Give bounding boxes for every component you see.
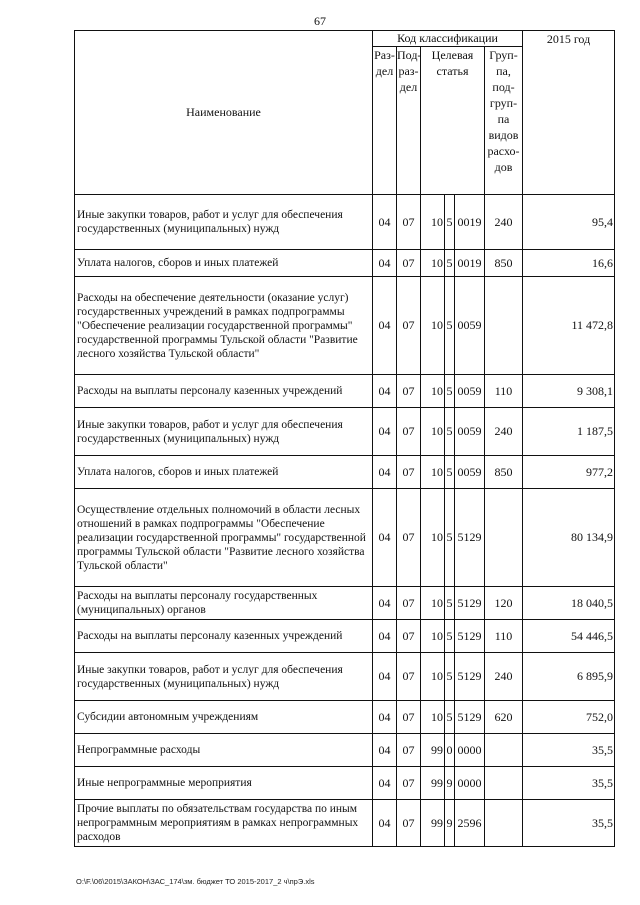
razdel-cell: 04 [373,767,397,800]
razdel-cell: 04 [373,456,397,489]
razdel-cell: 04 [373,250,397,277]
amount-cell: 95,4 [523,195,615,250]
podrazdel-cell: 07 [397,456,421,489]
row-name: Расходы на обеспечение деятельности (оказание услуг) государственных учреждений в рамках подпрограммы "Обеспечение реализации государственной программы" государственной программы Тульской области "Развитие лесного хозяйства Тульской области" [75,277,373,375]
expense-group-cell: 240 [485,408,523,456]
razdel-cell: 04 [373,620,397,653]
expense-group-cell [485,489,523,587]
amount-cell: 80 134,9 [523,489,615,587]
target-code-cell: 5129 [455,620,485,653]
header-year: 2015 год [523,31,615,195]
table-row [75,250,615,277]
target-code-cell: 5129 [455,587,485,620]
razdel-cell: 04 [373,587,397,620]
target-subprogram-cell: 0 [445,734,455,767]
razdel-cell: 04 [373,653,397,701]
podrazdel-cell: 07 [397,734,421,767]
podrazdel-cell: 07 [397,701,421,734]
target-program-cell: 10 [421,653,445,701]
razdel-cell: 04 [373,701,397,734]
table-row [75,800,615,847]
header-razdel: Раз- дел [373,47,397,195]
amount-cell: 6 895,9 [523,653,615,701]
podrazdel-cell: 07 [397,767,421,800]
target-program-cell: 10 [421,587,445,620]
table-row [75,195,615,250]
amount-cell: 11 472,8 [523,277,615,375]
target-program-cell: 10 [421,250,445,277]
expense-group-cell: 110 [485,375,523,408]
table-row [75,277,615,375]
header-podrazdel: Под- раз- дел [397,47,421,195]
podrazdel-cell: 07 [397,800,421,847]
row-name: Уплата налогов, сборов и иных платежей [75,250,373,277]
amount-cell: 35,5 [523,734,615,767]
target-program-cell: 99 [421,800,445,847]
table-row [75,734,615,767]
podrazdel-cell: 07 [397,250,421,277]
row-name: Непрограммные расходы [75,734,373,767]
expense-group-cell [485,800,523,847]
expense-group-cell: 620 [485,701,523,734]
table-row [75,489,615,587]
razdel-cell: 04 [373,195,397,250]
target-subprogram-cell: 9 [445,767,455,800]
target-program-cell: 99 [421,767,445,800]
row-name: Расходы на выплаты персоналу казенных учреждений [75,620,373,653]
target-code-cell: 0000 [455,734,485,767]
razdel-cell: 04 [373,734,397,767]
target-program-cell: 10 [421,620,445,653]
header-expense-group: Груп- па, под- груп- па видов расхо- дов [485,47,523,195]
target-code-cell: 0059 [455,456,485,489]
budget-table [74,30,615,847]
podrazdel-cell: 07 [397,620,421,653]
target-subprogram-cell: 5 [445,408,455,456]
razdel-cell: 04 [373,375,397,408]
target-code-cell: 0000 [455,767,485,800]
target-subprogram-cell: 5 [445,701,455,734]
target-program-cell: 10 [421,375,445,408]
expense-group-cell: 240 [485,653,523,701]
expense-group-cell [485,767,523,800]
header-target-article: Целевая статья [421,47,485,195]
table-row [75,408,615,456]
target-program-cell: 10 [421,701,445,734]
row-name: Иные закупки товаров, работ и услуг для обеспечения государственных (муниципальных) нужд [75,408,373,456]
target-subprogram-cell: 5 [445,456,455,489]
razdel-cell: 04 [373,408,397,456]
target-subprogram-cell: 5 [445,250,455,277]
razdel-cell: 04 [373,800,397,847]
podrazdel-cell: 07 [397,408,421,456]
target-program-cell: 10 [421,277,445,375]
row-name: Осуществление отдельных полномочий в области лесных отношений в рамках подпрограммы "Обеспечение реализации государственной программы" государственной программы Тульской области "Развитие лесного хозяйства Тульской области" [75,489,373,587]
target-code-cell: 2596 [455,800,485,847]
target-code-cell: 0019 [455,195,485,250]
podrazdel-cell: 07 [397,375,421,408]
target-program-cell: 10 [421,195,445,250]
podrazdel-cell: 07 [397,195,421,250]
target-program-cell: 10 [421,456,445,489]
expense-group-cell: 120 [485,587,523,620]
amount-cell: 35,5 [523,800,615,847]
amount-cell: 977,2 [523,456,615,489]
target-code-cell: 0059 [455,277,485,375]
table-row [75,375,615,408]
row-name: Уплата налогов, сборов и иных платежей [75,456,373,489]
target-program-cell: 10 [421,408,445,456]
target-subprogram-cell: 5 [445,653,455,701]
target-code-cell: 5129 [455,701,485,734]
target-subprogram-cell: 5 [445,587,455,620]
target-subprogram-cell: 9 [445,800,455,847]
target-subprogram-cell: 5 [445,277,455,375]
podrazdel-cell: 07 [397,653,421,701]
expense-group-cell: 110 [485,620,523,653]
table-row [75,587,615,620]
expense-group-cell: 850 [485,250,523,277]
file-path-footer: O:\F.\06\2015\ЗАКОН\ЗАС_174\зм. бюджет ТО 2015-2017_2 ч\прЭ.xls [76,877,315,886]
target-code-cell: 0019 [455,250,485,277]
razdel-cell: 04 [373,489,397,587]
target-subprogram-cell: 5 [445,375,455,408]
row-name: Расходы на выплаты персоналу казенных учреждений [75,375,373,408]
table-row [75,767,615,800]
table-row [75,456,615,489]
razdel-cell: 04 [373,277,397,375]
target-code-cell: 0059 [455,375,485,408]
row-name: Прочие выплаты по обязательствам государства по иным непрограммным мероприятиям в рамках непрограммных расходов [75,800,373,847]
amount-cell: 16,6 [523,250,615,277]
target-code-cell: 5129 [455,653,485,701]
amount-cell: 18 040,5 [523,587,615,620]
target-subprogram-cell: 5 [445,195,455,250]
podrazdel-cell: 07 [397,277,421,375]
expense-group-cell [485,734,523,767]
row-name: Расходы на выплаты персоналу государственных (муниципальных) органов [75,587,373,620]
target-code-cell: 0059 [455,408,485,456]
table-row [75,653,615,701]
expense-group-cell: 850 [485,456,523,489]
row-name: Иные закупки товаров, работ и услуг для обеспечения государственных (муниципальных) нужд [75,195,373,250]
table-row [75,620,615,653]
target-subprogram-cell: 5 [445,489,455,587]
target-program-cell: 10 [421,489,445,587]
expense-group-cell [485,277,523,375]
amount-cell: 54 446,5 [523,620,615,653]
row-name: Иные непрограммные мероприятия [75,767,373,800]
target-subprogram-cell: 5 [445,620,455,653]
row-name: Иные закупки товаров, работ и услуг для обеспечения государственных (муниципальных) нужд [75,653,373,701]
header-code: Код классификации [373,31,523,47]
page-number: 67 [314,14,326,28]
amount-cell: 35,5 [523,767,615,800]
amount-cell: 1 187,5 [523,408,615,456]
row-name: Субсидии автономным учреждениям [75,701,373,734]
target-program-cell: 99 [421,734,445,767]
podrazdel-cell: 07 [397,489,421,587]
header-name: Наименование [75,31,373,195]
table-row [75,701,615,734]
expense-group-cell: 240 [485,195,523,250]
target-code-cell: 5129 [455,489,485,587]
amount-cell: 752,0 [523,701,615,734]
amount-cell: 9 308,1 [523,375,615,408]
podrazdel-cell: 07 [397,587,421,620]
